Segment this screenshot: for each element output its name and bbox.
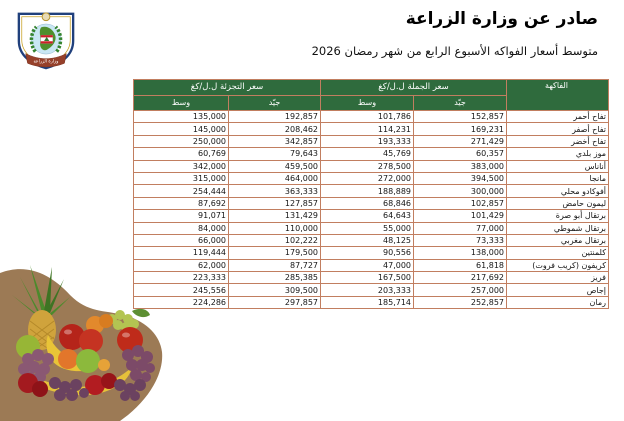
table-row [134,172,609,184]
table-row [134,135,609,147]
cell-retail-good: 459,500 [229,160,321,172]
cell-retail-medium: 342,000 [134,160,229,172]
table-row [134,234,609,246]
table-row [134,123,609,135]
fruit-basket-illustration [0,255,170,421]
cell-retail-medium: 87,692 [134,197,229,209]
table-body [134,111,609,309]
cherry [32,381,48,397]
cell-retail-good: 127,857 [229,197,321,209]
cell-wholesale-medium: 55,000 [321,222,414,234]
cell-wholesale-good: 152,857 [414,111,507,123]
cell-wholesale-good: 252,857 [414,296,507,308]
cell-fruit-name: رمان [507,296,609,308]
cell-retail-good: 87,727 [229,259,321,271]
cell-wholesale-good: 383,000 [414,160,507,172]
cell-retail-good: 342,857 [229,135,321,147]
cell-fruit-name: برتقال أبو صرة [507,210,609,222]
table-row [134,247,609,259]
cell-retail-good: 131,429 [229,210,321,222]
page-subtitle: متوسط أسعار الفواكه الأسبوع الرابع من شهر رمضان 2026 [311,44,598,58]
cell-wholesale-good: 61,818 [414,259,507,271]
page-title: صادر عن وزارة الزراعة [405,9,598,29]
cell-fruit-name: موز بلدي [507,148,609,160]
cell-wholesale-medium: 188,889 [321,185,414,197]
cell-retail-medium: 66,000 [134,234,229,246]
cell-wholesale-good: 138,000 [414,247,507,259]
cell-wholesale-medium: 203,333 [321,284,414,296]
cell-fruit-name: تفاح أحمر [507,111,609,123]
cell-wholesale-medium: 278,500 [321,160,414,172]
cell-retail-medium: 224,286 [134,296,229,308]
cell-fruit-name: مانجا [507,172,609,184]
cell-fruit-name: برتقال مغربي [507,234,609,246]
emblem-banner-text: وزارة الزراعة [33,59,59,65]
cell-wholesale-good: 60,357 [414,148,507,160]
table-row [134,148,609,160]
fruit-price-table [133,79,609,309]
cell-fruit-name: كلمنتين [507,247,609,259]
table-header [134,80,609,111]
cell-wholesale-good: 217,692 [414,272,507,284]
cell-retail-medium: 119,444 [134,247,229,259]
cell-retail-good: 102,222 [229,234,321,246]
apricot [99,314,113,328]
column-header-wholesale-good: جيّد [414,96,507,111]
cell-retail-medium: 91,071 [134,210,229,222]
cell-wholesale-medium: 48,125 [321,234,414,246]
cell-wholesale-good: 101,429 [414,210,507,222]
cell-retail-good: 192,857 [229,111,321,123]
table-row [134,210,609,222]
cell-wholesale-good: 169,231 [414,123,507,135]
cell-wholesale-medium: 193,333 [321,135,414,147]
cell-wholesale-good: 271,429 [414,135,507,147]
cell-fruit-name: أناناس [507,160,609,172]
cell-wholesale-medium: 114,231 [321,123,414,135]
cell-retail-medium: 84,000 [134,222,229,234]
cell-wholesale-medium: 185,714 [321,296,414,308]
table-row [134,160,609,172]
green-apple [76,349,100,373]
table-row [134,259,609,271]
cell-retail-good: 309,500 [229,284,321,296]
cell-wholesale-good: 257,000 [414,284,507,296]
cell-wholesale-medium: 272,000 [321,172,414,184]
cell-wholesale-medium: 45,769 [321,148,414,160]
cell-wholesale-medium: 68,846 [321,197,414,209]
table-row [134,296,609,308]
cell-retail-good: 464,000 [229,172,321,184]
cell-wholesale-good: 394,500 [414,172,507,184]
column-header-retail-medium: وسط [134,96,229,111]
orange [58,349,78,369]
cell-fruit-name: فريز [507,272,609,284]
cell-wholesale-medium: 167,500 [321,272,414,284]
column-group-wholesale: سعر الجملة ل.ل/كغ [321,80,507,96]
cell-fruit-name: ليمون حامض [507,197,609,209]
table-row [134,222,609,234]
ministry-of-agriculture-emblem-icon [14,8,78,72]
cell-wholesale-medium: 90,556 [321,247,414,259]
cell-wholesale-good: 300,000 [414,185,507,197]
cell-fruit-name: برتقال شموطي [507,222,609,234]
cell-retail-medium: 145,000 [134,123,229,135]
cell-retail-good: 285,385 [229,272,321,284]
column-header-fruit: الفاكهة [507,80,609,111]
table-row [134,185,609,197]
column-header-retail-good: جيّد [229,96,321,111]
cell-retail-good: 363,333 [229,185,321,197]
cell-retail-good: 110,000 [229,222,321,234]
cell-retail-medium: 254,444 [134,185,229,197]
cell-wholesale-good: 102,857 [414,197,507,209]
cell-retail-medium: 60,769 [134,148,229,160]
cell-fruit-name: كريفون (كريب فروت) [507,259,609,271]
cell-retail-good: 297,857 [229,296,321,308]
table-row [134,272,609,284]
table-row [134,284,609,296]
cell-retail-medium: 245,556 [134,284,229,296]
cell-retail-good: 79,643 [229,148,321,160]
apricot [98,359,110,371]
cell-retail-medium: 223,333 [134,272,229,284]
cell-fruit-name: تفاح أخضر [507,135,609,147]
cell-wholesale-medium: 64,643 [321,210,414,222]
column-header-wholesale-medium: وسط [321,96,414,111]
table-row [134,111,609,123]
cell-retail-medium: 135,000 [134,111,229,123]
cell-wholesale-medium: 101,786 [321,111,414,123]
cell-retail-good: 208,462 [229,123,321,135]
cell-retail-medium: 62,000 [134,259,229,271]
cell-retail-good: 179,500 [229,247,321,259]
table-row [134,197,609,209]
cell-fruit-name: إجاص [507,284,609,296]
cell-wholesale-good: 77,000 [414,222,507,234]
cell-fruit-name: أفوكادو محلي [507,185,609,197]
cell-fruit-name: تفاح أصفر [507,123,609,135]
column-group-retail: سعر التجزئة ل.ل/كغ [134,80,321,96]
cell-retail-medium: 315,000 [134,172,229,184]
cell-retail-medium: 250,000 [134,135,229,147]
cell-wholesale-good: 73,333 [414,234,507,246]
cell-wholesale-medium: 47,000 [321,259,414,271]
